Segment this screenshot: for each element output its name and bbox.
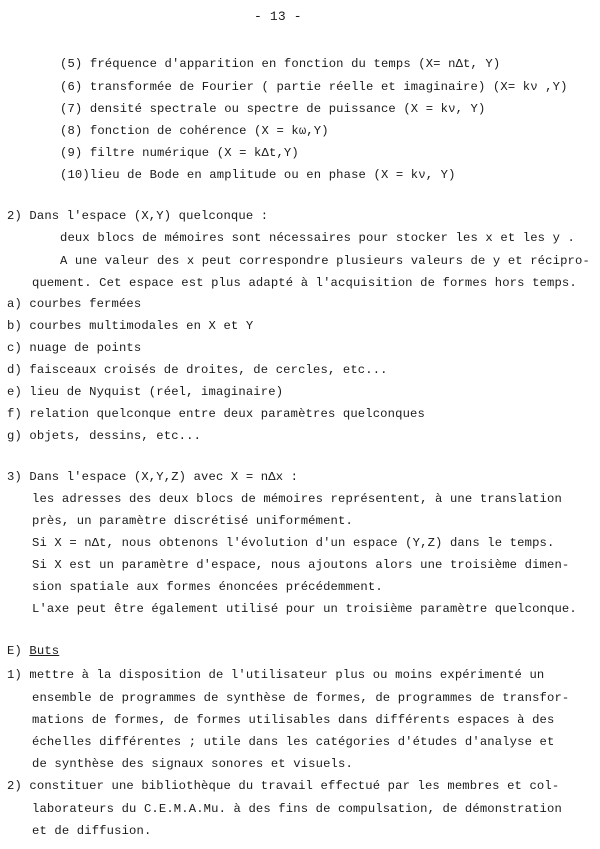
list-item: (9) filtre numérique (X = kΔt,Y) (60, 146, 299, 160)
paragraph-line: 2) constituer une bibliothèque du travail effectué par les membres et col- (7, 779, 560, 793)
paragraph-line: mations de formes, de formes utilisables dans différents espaces à des (32, 713, 555, 727)
page-number: - 13 - (254, 9, 302, 24)
section-heading: 3) Dans l'espace (X,Y,Z) avec X = nΔx : (7, 470, 299, 484)
paragraph-line: Si X = nΔt, nous obtenons l'évolution d'un espace (Y,Z) dans le temps. (32, 536, 555, 550)
list-item: d) faisceaux croisés de droites, de cercles, etc... (7, 363, 388, 377)
list-item: a) courbes fermées (7, 297, 142, 311)
paragraph-line: près, un paramètre discrétisé uniformément. (32, 514, 353, 528)
list-item: g) objets, dessins, etc... (7, 429, 202, 443)
section-prefix: E) (7, 644, 22, 658)
paragraph-line: 1) mettre à la disposition de l'utilisateur plus ou moins expérimenté un (7, 668, 545, 682)
paragraph-line: A une valeur des x peut correspondre plusieurs valeurs de y et récipro- (60, 254, 590, 268)
paragraph-line: L'axe peut être également utilisé pour un troisième paramètre quelconque. (32, 602, 577, 616)
list-item: f) relation quelconque entre deux paramètres quelconques (7, 407, 425, 421)
section-heading (7, 644, 59, 658)
paragraph-line: Si X est un paramètre d'espace, nous ajoutons alors une troisième dimen- (32, 558, 570, 572)
section-title: Buts (29, 644, 60, 658)
paragraph-line: de synthèse des signaux sonores et visuels. (32, 757, 353, 771)
paragraph-line: laborateurs du C.E.M.A.Mu. à des fins de compulsation, de démonstration (32, 802, 562, 816)
paragraph-line: quement. Cet espace est plus adapté à l'acquisition de formes hors temps. (32, 276, 577, 290)
list-item: (8) fonction de cohérence (X = kω,Y) (60, 124, 329, 138)
list-item: (7) densité spectrale ou spectre de puissance (X = kν, Y) (60, 102, 486, 116)
paragraph-line: deux blocs de mémoires sont nécessaires pour stocker les x et les y . (60, 231, 575, 245)
list-item: (10)lieu de Bode en amplitude ou en phase (X = kν, Y) (60, 168, 456, 182)
paragraph-line: et de diffusion. (32, 824, 152, 838)
list-item: (5) fréquence d'apparition en fonction du temps (X= nΔt, Y) (60, 57, 501, 71)
paragraph-line: échelles différentes ; utile dans les catégories d'études d'analyse et (32, 735, 555, 749)
list-item: e) lieu de Nyquist (réel, imaginaire) (7, 385, 284, 399)
list-item: c) nuage de points (7, 341, 142, 355)
paragraph-line: ensemble de programmes de synthèse de formes, de programmes de transfor- (32, 691, 570, 705)
paragraph-line: sion spatiale aux formes énoncées précédemment. (32, 580, 383, 594)
list-item: (6) transformée de Fourier ( partie réelle et imaginaire) (X= kν ,Y) (60, 80, 568, 94)
section-heading: 2) Dans l'espace (X,Y) quelconque : (7, 209, 269, 223)
paragraph-line: les adresses des deux blocs de mémoires représentent, à une translation (32, 492, 562, 506)
list-item: b) courbes multimodales en X et Y (7, 319, 254, 333)
